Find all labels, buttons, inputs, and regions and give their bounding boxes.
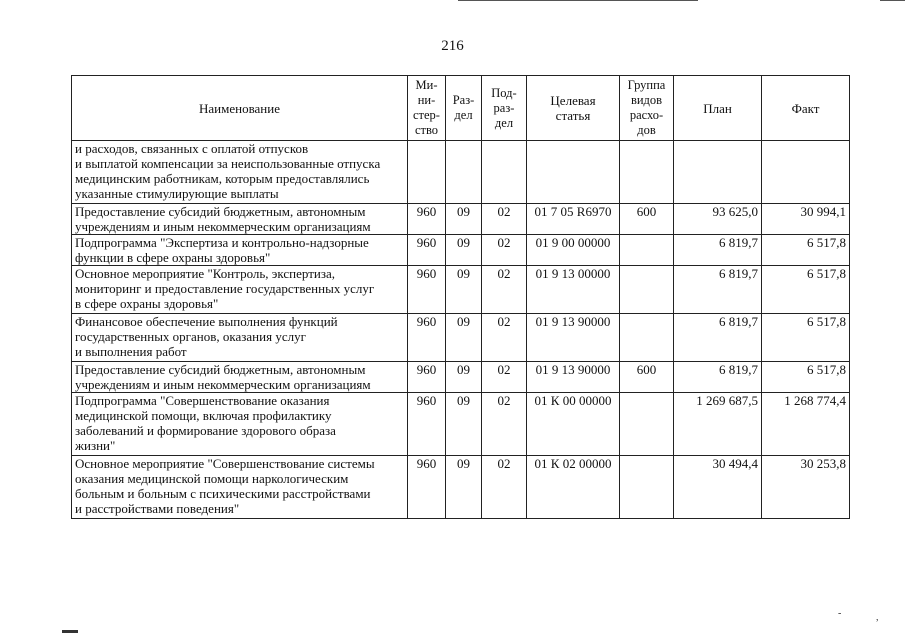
row-subsection: 02 [482,362,527,393]
row-ministry: 960 [408,266,446,314]
table-row [72,141,850,204]
row-ministry: 960 [408,235,446,266]
row-fact: 1 268 774,4 [762,393,850,456]
row-section: 09 [446,266,482,314]
row-plan [674,141,762,204]
column-header-fact: Факт [762,76,850,141]
row-ministry: 960 [408,393,446,456]
table-row [72,362,850,393]
budget-table [71,75,850,519]
row-plan: 6 819,7 [674,235,762,266]
row-target [527,141,620,204]
row-plan: 6 819,7 [674,266,762,314]
row-fact [762,141,850,204]
row-section: 09 [446,362,482,393]
row-target: 01 9 13 00000 [527,266,620,314]
row-target: 01 К 00 00000 [527,393,620,456]
row-target: 01 9 13 90000 [527,362,620,393]
row-plan: 6 819,7 [674,314,762,362]
row-ministry: 960 [408,314,446,362]
row-plan: 1 269 687,5 [674,393,762,456]
table-row [72,393,850,456]
column-header-expense-group: Группа видов расхо- дов [620,76,674,141]
row-group [620,393,674,456]
row-section: 09 [446,314,482,362]
row-target: 01 9 13 90000 [527,314,620,362]
row-group [620,235,674,266]
row-fact: 6 517,8 [762,235,850,266]
column-header-section: Раз- дел [446,76,482,141]
row-name: Предоставление субсидий бюджетным, автономным учреждениям и иным некоммерческим организациям [72,204,408,235]
row-subsection: 02 [482,314,527,362]
row-ministry: 960 [408,362,446,393]
row-fact: 6 517,8 [762,362,850,393]
row-plan: 93 625,0 [674,204,762,235]
row-group [620,456,674,519]
row-fact: 6 517,8 [762,314,850,362]
column-header-ministry: Ми- ни- стер- ство [408,76,446,141]
page-number: 216 [441,38,464,54]
table-header-row [72,76,850,141]
row-name: и расходов, связанных с оплатой отпусков и выплатой компенсации за неиспользованные отпуска медицинским работникам, которым предоставлялись указанные стимулирующие выплаты [72,141,408,204]
row-subsection: 02 [482,204,527,235]
row-plan: 30 494,4 [674,456,762,519]
row-section: 09 [446,235,482,266]
row-plan: 6 819,7 [674,362,762,393]
scan-speck: , [876,612,879,623]
row-ministry [408,141,446,204]
row-section [446,141,482,204]
row-group [620,314,674,362]
scan-artifact-line [458,0,698,1]
table-row [72,204,850,235]
column-header-subsection: Под- раз- дел [482,76,527,141]
row-fact: 30 994,1 [762,204,850,235]
column-header-plan: План [674,76,762,141]
table-row [72,456,850,519]
row-section: 09 [446,456,482,519]
row-section: 09 [446,393,482,456]
row-subsection [482,141,527,204]
row-group [620,141,674,204]
row-name: Подпрограмма "Экспертиза и контрольно-надзорные функции в сфере охраны здоровья" [72,235,408,266]
row-group [620,266,674,314]
row-target: 01 7 05 R6970 [527,204,620,235]
row-subsection: 02 [482,456,527,519]
row-name: Основное мероприятие "Контроль, экспертиза, мониторинг и предоставление государственных услуг в сфере охраны здоровья" [72,266,408,314]
row-subsection: 02 [482,235,527,266]
row-name: Предоставление субсидий бюджетным, автономным учреждениям и иным некоммерческим организациям [72,362,408,393]
row-subsection: 02 [482,393,527,456]
row-name: Подпрограмма "Совершенствование оказания медицинской помощи, включая профилактику заболеваний и формирование здорового образа жизни" [72,393,408,456]
column-header-target: Целевая статья [527,76,620,141]
row-name: Основное мероприятие "Совершенствование системы оказания медицинской помощи наркологическим больным и больным с психическими расстройствами и расстройствами поведения" [72,456,408,519]
column-header-name: Наименование [72,76,408,141]
row-subsection: 02 [482,266,527,314]
row-name: Финансовое обеспечение выполнения функций государственных органов, оказания услуг и выполнения работ [72,314,408,362]
row-fact: 30 253,8 [762,456,850,519]
row-ministry: 960 [408,204,446,235]
table-row [72,266,850,314]
scan-artifact-mark [62,630,78,633]
table-row [72,235,850,266]
row-section: 09 [446,204,482,235]
scan-speck: - [838,608,842,619]
scan-artifact-line [880,0,905,1]
row-ministry: 960 [408,456,446,519]
table-row [72,314,850,362]
row-fact: 6 517,8 [762,266,850,314]
row-group: 600 [620,204,674,235]
row-target: 01 К 02 00000 [527,456,620,519]
row-group: 600 [620,362,674,393]
row-target: 01 9 00 00000 [527,235,620,266]
